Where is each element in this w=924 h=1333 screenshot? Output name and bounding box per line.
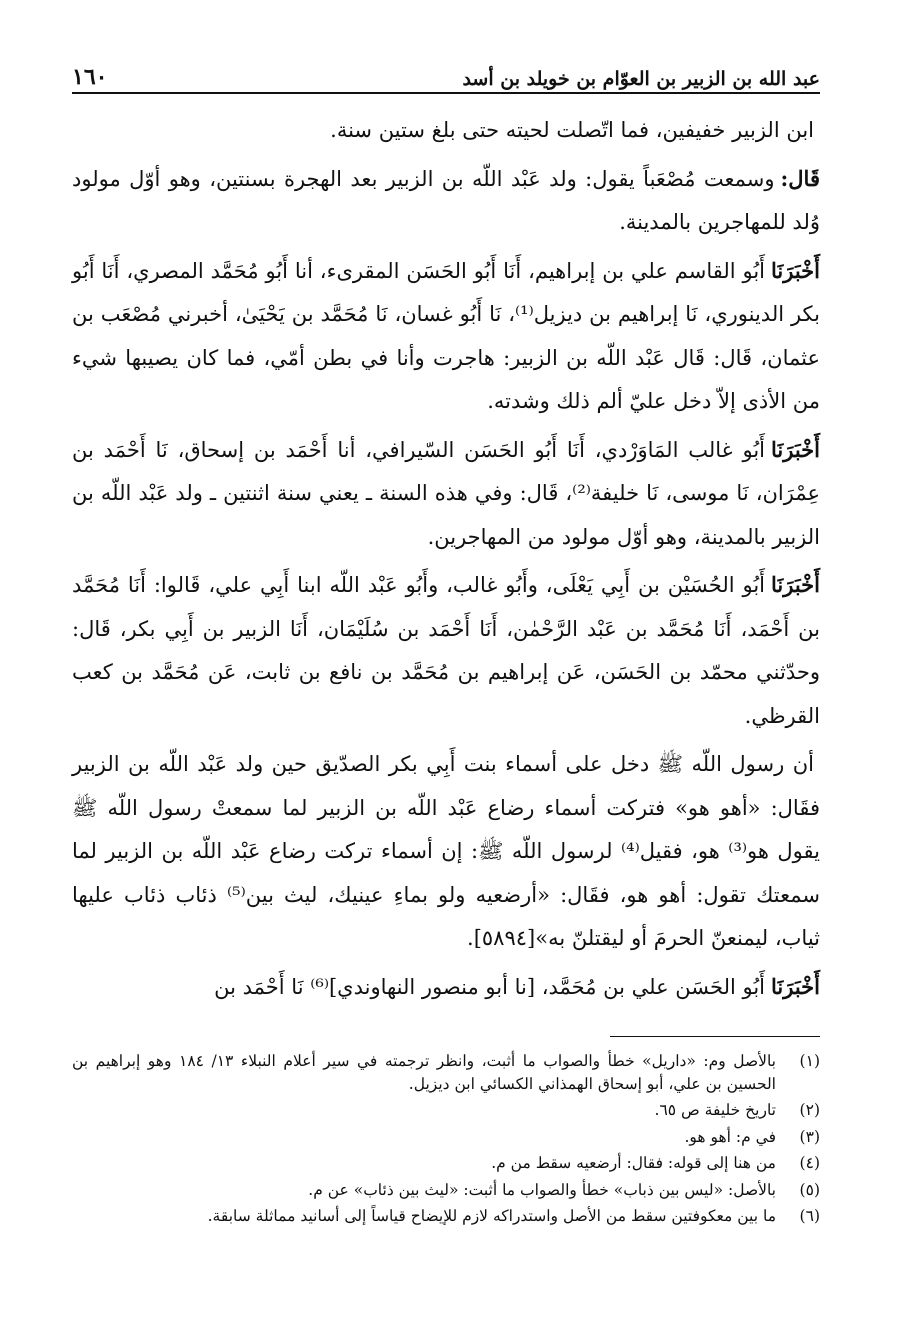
paragraph (72, 428, 820, 560)
paragraph-lead: أَخْبَرَنَا (771, 973, 820, 999)
footnote-text: تاريخ خليفة ص ٦٥. (654, 1101, 776, 1119)
paragraph-text: أَبُو القاسم علي بن إبراهيم، أَنَا أَبُو الحَسَن المقرىء، أنا أَبُو مُحَمَّد المصري، أَنَا أَبُو بكر الدينوري، نَا إبراهيم بن ديزيل⁽¹⁾، نَا أَبُو غسان، نَا مُحَمَّد بن يَحْيَىٰ، أخبرني مُصْعَب بن عثمان، قَال: قَال عَبْد اللّه بن الزبير: هاجرت وأنا في بطن أمّي، فما كان يصيبها شيء من الأذى إلاّ دخل عليّ ألم ذلك وشدته. (72, 258, 820, 413)
footnote (72, 1205, 820, 1228)
footnote (72, 1050, 820, 1095)
footnote (72, 1152, 820, 1175)
paragraph-lead: أَخْبَرَنَا (771, 436, 820, 462)
footnote-number: (٦) (799, 1207, 820, 1225)
footnote-number: (٤) (799, 1154, 820, 1172)
footnote-number: (٢) (799, 1101, 820, 1119)
footnote-number: (٥) (799, 1180, 820, 1199)
footnote-number: (٣) (799, 1127, 820, 1146)
paragraph-text: أَبُو الحَسَن علي بن مُحَمَّد، [نا أبو منصور النهاوندي]⁽⁶⁾ نَا أَحْمَد بن (214, 974, 766, 999)
book-page (72, 50, 821, 1225)
paragraph-lead: أَخْبَرَنَا (771, 572, 820, 597)
paragraph (72, 965, 820, 1010)
footnote-text: من هنا إلى قوله: فقال: أرضعيه سقط من م. (491, 1154, 776, 1172)
footnote-text: بالأصل: «ليس بين ذباب» خطأ والصواب ما أثبت: «ليث بين ذئاب» عن م. (308, 1180, 776, 1199)
footnote (72, 1099, 820, 1122)
paragraph-text: أَبُو الحُسَيْن بن أَبِي يَعْلَى، وأَبُو غالب، وأَبُو عَبْد اللّه ابنا أَبِي علي، قَالوا: أَنَا مُحَمَّد بن أَحْمَد، أَنَا مُحَمَّد بن عَبْد الرَّحْمٰن، أَنَا أَحْمَد بن سُلَيْمَان، أَنَا الزبير بن أَبِي بكر، قَال: وحدّثني محمّد بن الحَسَن، عَن إبراهيم بن مُحَمَّد بن نافع بن ثابت، عَن مُحَمَّد بن كعب القرظي. (72, 573, 820, 728)
running-title: عبد الله بن الزبير بن العوّام بن خويلد بن أسد (462, 68, 820, 90)
main-text (72, 108, 820, 1009)
footnote (72, 1179, 820, 1202)
footnote-text: بالأصل وم: «داريل» خطأ والصواب ما أثبت، وانظر ترجمته في سير أعلام النبلاء ١٣/ ١٨٤ وهو إبراهيم بن الحسين بن علي، أبو إسحاق الهمذاني الكسائي ابن ديزيل. (72, 1052, 777, 1093)
page-header (72, 50, 820, 94)
paragraph-lead: قَال: (780, 165, 820, 191)
paragraph (72, 157, 820, 245)
paragraph-text: أن رسول اللّه ﷺ دخل على أسماء بنت أَبِي بكر الصدّيق حين ولد عَبْد اللّه بن الزبير فقَال: «أهو هو» فتركت أسماء رضاع عَبْد اللّه بن الزبير لما سمعتْ رسول اللّه ﷺ يقول هو⁽³⁾ هو، فقيل⁽⁴⁾ لرسول اللّه ﷺ: إن أسماء تركت رضاع عَبْد اللّه بن الزبير لما سمعتك تقول: أهو هو، فقَال: «أرضعيه ولو بماءِ عينيك، ليث بين⁽⁵⁾ ذئاب ذئاب عليها ثياب، ليمنعنّ الحرمَ أو ليقتلنّ به»[٥٨٩٤]. (72, 752, 820, 950)
footnote-number: (١) (799, 1052, 820, 1070)
paragraph (72, 742, 820, 961)
paragraph-text: وسمعت مُصْعَباً يقول: ولد عَبْد اللّه بن الزبير بعد الهجرة بسنتين، وهو أوّل مولود وُلد للمهاجرين بالمدينة. (72, 166, 820, 234)
footnote-text: في م: أهو هو. (684, 1127, 776, 1146)
paragraph-text: ابن الزبير خفيفين، فما اتّصلت لحيته حتى بلغ ستين سنة. (330, 118, 814, 142)
footnote-text: ما بين معكوفتين سقط من الأصل واستدراكه لازم للإيضاح قياساً إلى أسانيد مماثلة سابقة. (207, 1207, 776, 1225)
footnote (72, 1126, 820, 1149)
page-number: ١٦٠ (72, 64, 108, 90)
footnote-divider (610, 1036, 820, 1037)
paragraph-text: أَبُو غالب المَاوَرْدي، أَنَا أَبُو الحَسَن السّيرافي، أنا أَحْمَد بن إسحاق، نَا أَحْمَد بن عِمْرَان، نَا موسى، نَا خليفة⁽²⁾، قَال: وفي هذه السنة ـ يعني سنة اثنتين ـ ولد عَبْد اللّه بن الزبير بالمدينة، وهو أوّل مولود من المهاجرين. (72, 437, 821, 549)
paragraph (72, 108, 820, 153)
paragraph-lead: أَخْبَرَنَا (771, 257, 820, 283)
footnotes (72, 1050, 820, 1232)
paragraph (72, 249, 820, 424)
paragraph (72, 563, 820, 738)
